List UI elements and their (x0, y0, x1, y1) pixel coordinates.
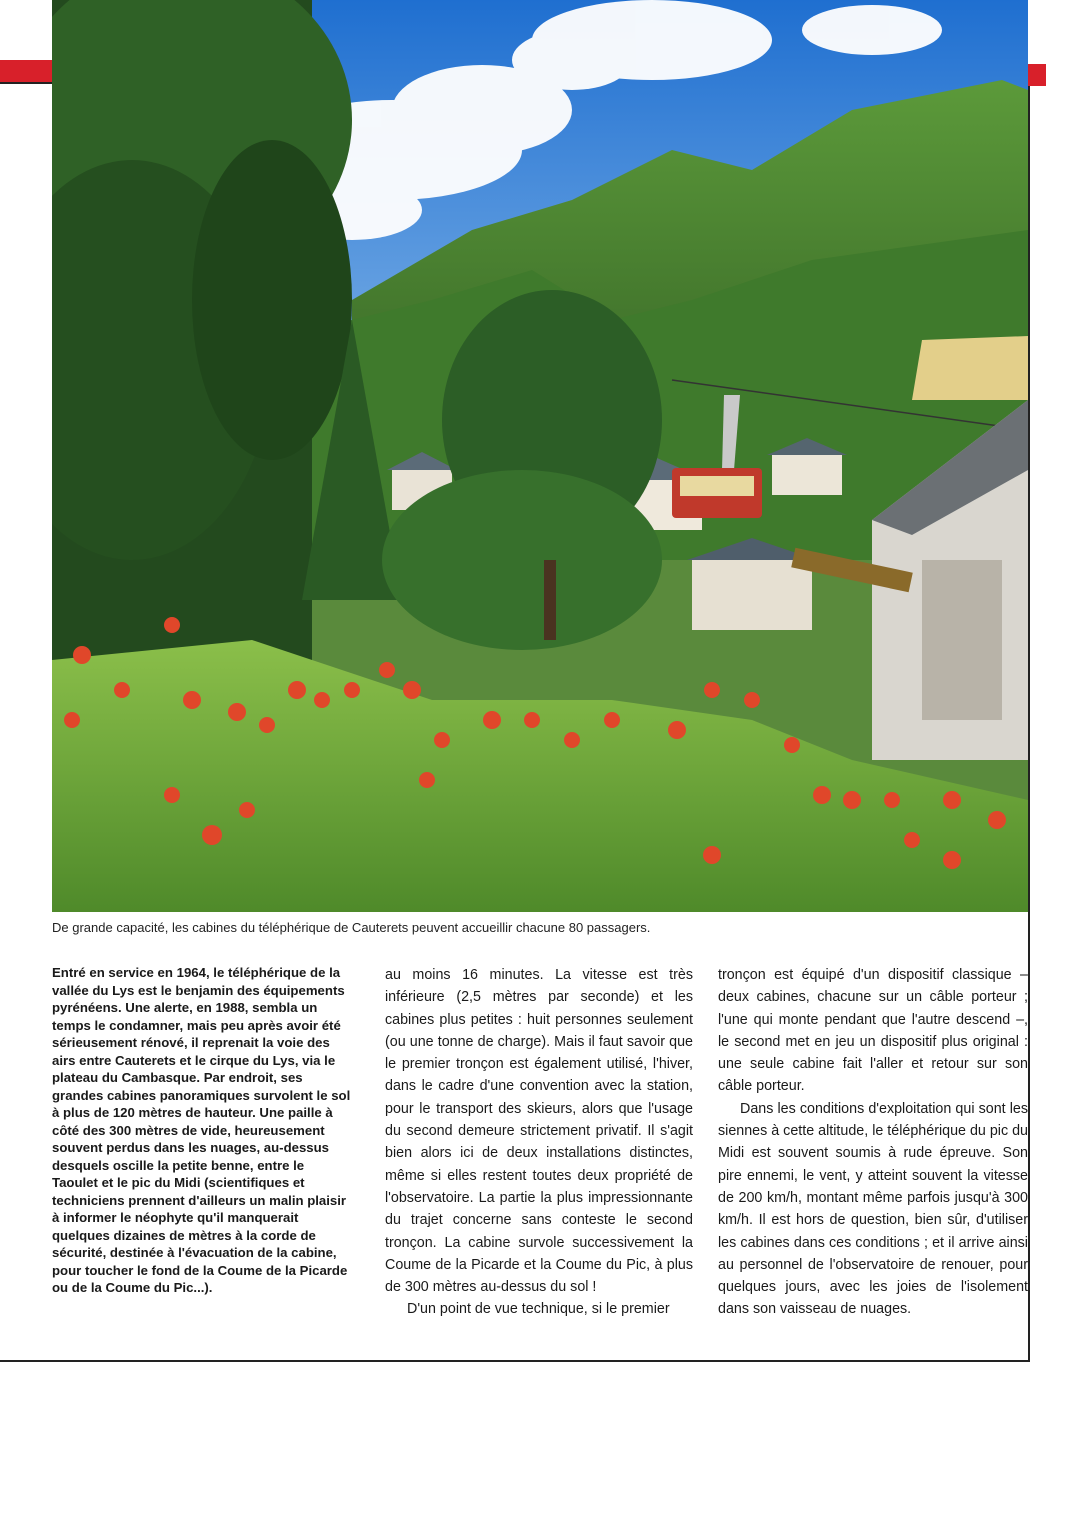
top-rule (0, 82, 52, 84)
bottom-border-rule (0, 1360, 1030, 1362)
body-paragraph: Dans les conditions d'exploitation qui sont les siennes à cette altitude, le téléphérique du pic du Midi est souvent soumis à rude épreuve. Son pire ennemi, le vent, y atteint souvent la vitesse de 200 km/h, montant même parfois jusqu'à 300 km/h. Il est hors de question, bien sûr, d'utiliser les cabines dans ces conditions ; et il arrive ainsi au personnel de l'observatoire de renouer, pour quelques jours, avec les joies de l'isolement dans son vaisseau de nuages. (718, 1100, 1028, 1318)
article-column-middle (385, 964, 693, 1321)
article-column-right (718, 964, 1028, 1321)
body-paragraph: tronçon est équipé d'un dispositif classique – deux cabines, chacune sur un câble porteur ; l'une qui monte pendant que l'autre descend –, le second met en jeu un dispositif plus original : une seule cabine fait l'aller et retour sur son câble porteur. (718, 967, 1028, 1095)
article-column-intro (52, 964, 352, 1297)
right-border-rule (1028, 86, 1030, 1362)
forest-left (52, 0, 402, 680)
body-paragraph: au moins 16 minutes. La vitesse est très inférieure (2,5 mètres par seconde) et les cabines plus petites : huit personnes seulement (ou une tonne de charge). Mais il faut savoir que le premier tronçon est également utilisé, l'hiver, dans le cadre d'une convention avec la station, pour le transport des skieurs, alors que l'usage du second demeure strictement privatif. Il s'agit bien alors ici de deux installations distinctes, même si elles restent toutes deux propriété de l'observatoire. La partie la plus impressionnante du trajet concerne sans conteste le second tronçon. La cabine survole successivement la Coume de la Picarde et la Coume du Pic, à plus de 300 mètres au-dessus du sol ! (385, 967, 693, 1296)
photo-caption: De grande capacité, les cabines du téléphérique de Cauterets peuvent accueillir chacune 80 passagers. (52, 920, 651, 935)
red-section-tab-right (1028, 64, 1046, 86)
cable-car-photo (52, 0, 1028, 912)
landscape-illustration (52, 0, 1028, 912)
intro-paragraph: Entré en service en 1964, le téléphérique de la vallée du Lys est le benjamin des équipements pyrénéens. Une alerte, en 1988, sembla un temps le condamner, mais peu après avoir été sérieusement rénové, il reprenait la voie des airs entre Cauterets et le cirque du Lys, via le plateau du Cambasque. Par endroit, ses grandes cabines panoramiques survolent le sol à plus de 120 mètres de hauteur. Une paille à côté des 300 mètres de vide, heureusement souvent perdus dans les nuages, au-dessus desquels oscille la petite benne, entre le Taoulet et le pic du Midi (scientifiques et techniciens prennent d'ailleurs un malin plaisir à informer le néophyte qu'il manquerait quelques dizaines de mètres à la corde de sécurité, destinée à l'évacuation de la cabine, pour toucher le fond de la Coume de la Picarde ou de la Coume du Pic...). (52, 965, 351, 1295)
red-section-tab-left (0, 60, 52, 82)
body-paragraph: D'un point de vue technique, si le premier (407, 1301, 670, 1318)
